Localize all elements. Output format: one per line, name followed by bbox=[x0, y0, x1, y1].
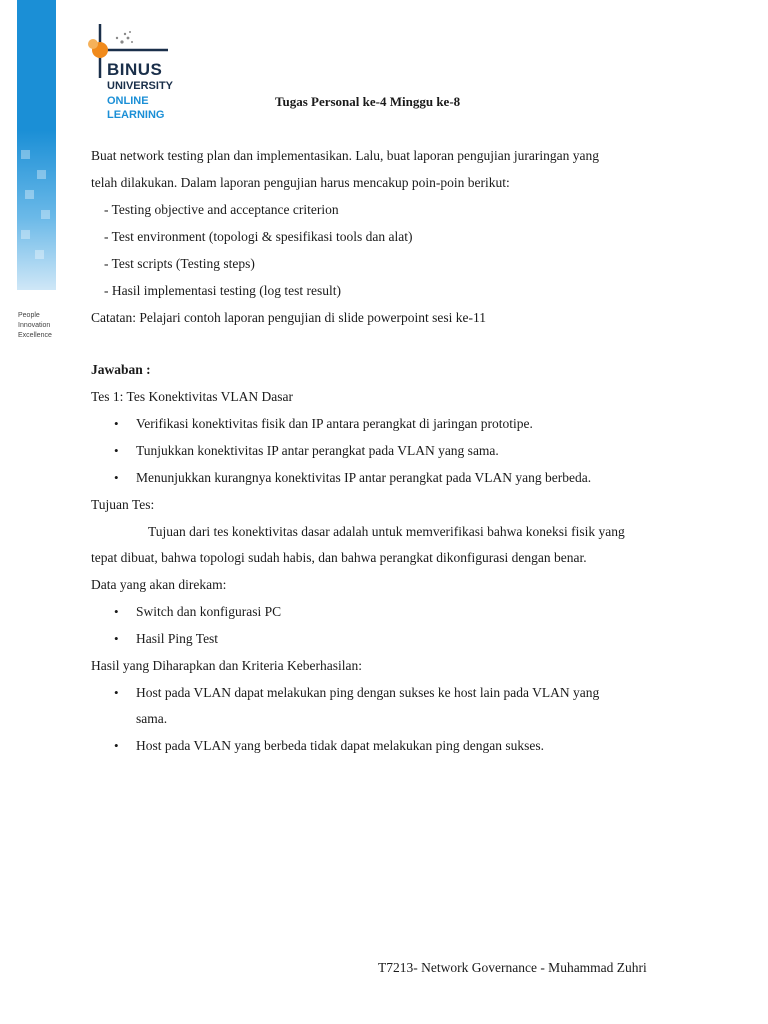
purpose-label: Tujuan Tes: bbox=[91, 497, 155, 512]
tagline-people: People bbox=[18, 312, 40, 319]
intro-line-2: telah dilakukan. Dalam laporan pengujian harus mencakup poin-poin berikut: bbox=[91, 175, 510, 190]
logo-online-text: ONLINE bbox=[107, 95, 149, 107]
purpose-line-2: tepat dibuat, bahwa topologi sudah habis, dan bahwa perangkat dikonfigurasi dengan benar. bbox=[91, 550, 587, 565]
data-label: Data yang akan direkam: bbox=[91, 577, 227, 592]
tagline-excellence: Excellence bbox=[18, 332, 52, 339]
bullet-icon: • bbox=[114, 443, 119, 458]
test-bullet: Tunjukkan konektivitas IP antar perangkat pada VLAN yang sama. bbox=[136, 443, 499, 458]
bullet-icon: • bbox=[114, 416, 119, 431]
logo-university-text: UNIVERSITY bbox=[107, 80, 174, 92]
expected-bullet-line-1: Host pada VLAN dapat melakukan ping dengan sukses ke host lain pada VLAN yang bbox=[136, 685, 600, 700]
test-bullet: Verifikasi konektivitas fisik dan IP antara perangkat di jaringan prototipe. bbox=[136, 416, 533, 431]
intro-item: - Test scripts (Testing steps) bbox=[104, 256, 255, 271]
expected-bullet-line-2: sama. bbox=[136, 711, 168, 726]
test-bullet: Menunjukkan kurangnya konektivitas IP antar perangkat pada VLAN yang berbeda. bbox=[136, 470, 592, 485]
intro-item: - Test environment (topologi & spesifikasi tools dan alat) bbox=[104, 229, 413, 244]
data-bullet: Switch dan konfigurasi PC bbox=[136, 604, 282, 619]
expected-bullet-2: Host pada VLAN yang berbeda tidak dapat melakukan ping dengan sukses. bbox=[136, 738, 545, 753]
data-bullet: Hasil Ping Test bbox=[136, 631, 219, 646]
bullet-icon: • bbox=[114, 604, 119, 619]
purpose-line-1: Tujuan dari tes konektivitas dasar adalah untuk memverifikasi bahwa koneksi fisik yang bbox=[148, 524, 625, 539]
bullet-icon: • bbox=[114, 738, 119, 753]
expected-label: Hasil yang Diharapkan dan Kriteria Keberhasilan: bbox=[91, 658, 363, 673]
page-title: Tugas Personal ke-4 Minggu ke-8 bbox=[275, 94, 461, 109]
bullet-icon: • bbox=[114, 470, 119, 485]
logo-learning-text: LEARNING bbox=[107, 109, 165, 121]
answer-heading: Jawaban : bbox=[91, 362, 151, 377]
page-footer: T7213- Network Governance - Muhammad Zuhri bbox=[378, 960, 647, 975]
test-title: Tes 1: Tes Konektivitas VLAN Dasar bbox=[91, 389, 293, 404]
intro-line-1: Buat network testing plan dan implementasikan. Lalu, buat laporan pengujian juraringan yang bbox=[91, 148, 599, 163]
tagline bbox=[18, 311, 52, 341]
intro-item: - Hasil implementasi testing (log test result) bbox=[104, 283, 341, 298]
intro-note: Catatan: Pelajari contoh laporan pengujian di slide powerpoint sesi ke-11 bbox=[91, 310, 487, 325]
intro-item: - Testing objective and acceptance criterion bbox=[104, 202, 339, 217]
side-decoration-bar bbox=[17, 0, 56, 290]
tagline-innovation: Innovation bbox=[18, 322, 51, 329]
logo-binus-text: BINUS bbox=[107, 60, 163, 79]
bullet-icon: • bbox=[114, 685, 119, 700]
bullet-icon: • bbox=[114, 631, 119, 646]
